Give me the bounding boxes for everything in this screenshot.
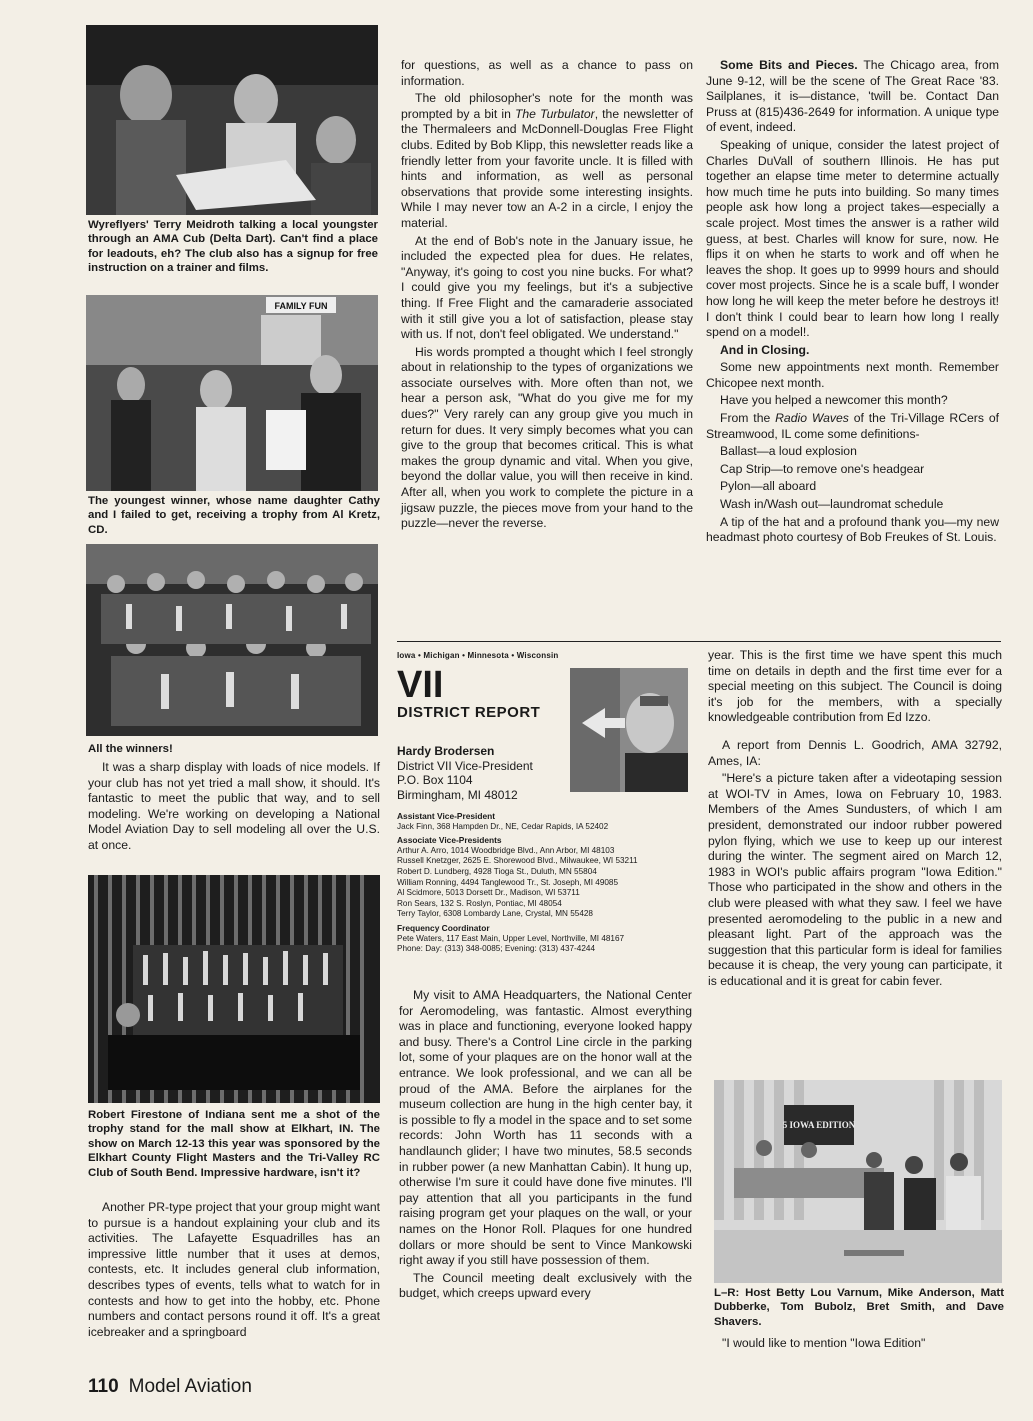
col3-paragraph: From the Radio Waves of the Tri-Village RCers of Streamwood, IL come some definitions- [706,411,999,441]
photo-wyreflyers [86,25,378,215]
vp-address-line: P.O. Box 1104 [397,773,473,787]
col3-closing-text [708,1336,1002,1354]
photo-youngest-winner [86,295,378,491]
directory-entry: Al Scidmore, 5013 Dorsett Dr., Madison, WI 53711 [397,888,580,898]
caption-trophy-stand: Robert Firestone of Indiana sent me a shot of the trophy stand for the mall show at Elkhart, IN. The show on March 12-13 this year was sponsored by the Elkhart County Flight Masters and the Tri-Valley RC Club of South Bend. Impressive hardware, isn't it? [88,1109,380,1179]
family-fun-sign: FAMILY FUN [274,301,328,311]
col3-definition: Ballast—a loud explosion [720,444,857,459]
caption-youngest-winner: The youngest winner, whose name daughter Cathy and I failed to get, receiving a trophy from Al Kretz, CD. [88,495,380,536]
col1-text-b [88,1200,380,1342]
directory-heading: Associate Vice-Presidents [397,835,502,846]
iowa-edition-sign: 5 IOWA EDITION [782,1120,856,1130]
directory-entry: Phone: Day: (313) 348-0085; Evening: (313) 437-4244 [397,944,595,954]
col2-paragraph: My visit to AMA Headquarters, the National Center for Aeromodeling, was fantastic. Almost everything was in place and functioning, everyone looked happy and busy. There's a Control Line circle in the parking lot, some of your plaques are on the honor wall at the entrance. We look professional, and we can all be proud of the AMA. Before the airplanes for the museum collection are hung in the high center bay, it is possible to fly a model in the space and to set some records: John Worth has 11 seconds with a handlaunch glider; I have two minutes, 58.5 seconds in rubber power (a new Manhattan Cabin). It hung up, otherwise I'm sure it could have done five minutes. I'll pay attention that all you participants in the fund raising program get your plaques on the wall, or your names on the Honor Roll. Plaques for one hundred dollars or more should be sent to Vince Mankowski right away if you still have possession of them. [399,988,692,1268]
caption-all-winners: All the winners! [88,743,173,755]
headshot-photo [570,668,688,792]
col1-paragraph: It was a sharp display with loads of nice models. If your club has not yet tried a mall show, it should. It's fantastic to meet the public that way, and to sell modeling. We're working on developing a National Model Aviation Day to sell modeling all over the U.S. at once. [88,760,380,852]
col1-paragraph: Another PR-type project that your group might want to pursue is a handout explaining your club and its activities. The Lafayette Esquadrilles has an impressive little number that it uses at demos, contests, etc. It includes general club information, describes types of events, tells what to watch for in contests and how to get into the hobby, etc. Phone numbers and contact persons round it off. It's a great icebreaker and a springboard [88,1200,380,1339]
col2-paragraph: At the end of Bob's note in the January issue, he included the expected plea for dues. He relates, "Anyway, it's going to cost you nine bucks. For what? I could give you my feelings, but it's a subjective thing. If Free Flight and the camaraderie associated with it still give you a lot of satisfaction, please stay with us. If not, don't feel obligated. We understand." [401,233,693,342]
directory-entry: Ron Sears, 132 S. Roslyn, Pontiac, MI 48054 [397,898,562,908]
page-number: 110 [88,1376,119,1397]
photo-trophy-stand [88,875,380,1103]
col3-definition: Pylon—all aboard [720,479,817,494]
magazine-name: Model Aviation [128,1376,252,1397]
directory-heading: Frequency Coordinator [397,922,490,933]
col3-paragraph: year. This is the first time we have spent this much time on details in depth and the first time ever for a special meeting on this subject. The Council is doing it's job for the members, with a specially knowledgeable contribution from Ed Izzo. [708,648,1002,725]
col3-paragraph: Speaking of unique, consider the latest project of Charles DuVall of southern Illinois. He has put together an elapse time meter to determine actually how much time he puts into building. So many times people ask how long a project takes—especially a scale project. Most times the answer is a rather wild guess, at best. Charles will know for sure, now. He flips it on when he starts to work and off when he leaves the shop. It goes up to 9999 hours and should cover most projects. Since he is a scale buff, I wonder how long he will keep the meter before he destroys it! I don't think I could bear to learn how long I really spend on a model!. [706,137,999,340]
col2-paragraph: The old philosopher's note for the month was prompted by a bit in The Turbulator, the newsletter of the Thermaleers and McDonnell-Douglas Free Flight clubs. Edited by Bob Klipp, this newsletter reads like a friendly letter from your favorite uncle. It is filled with hints and information, as well as personal observations that provide some interesting insights. While I may never tow an A-2 in a circle, I enjoy the material. [401,91,693,230]
caption-iowa-edition: L–R: Host Betty Lou Varnum, Mike Anderson, Matt Dubberke, Tom Bubolz, Bret Smith, and Dave Shavers. [714,1287,1004,1328]
col1-text-a [88,760,380,856]
district-states: Iowa • Michigan • Minnesota • Wisconsin [397,651,559,660]
vp-address-line: Birmingham, MI 48012 [397,787,518,802]
district-title: DISTRICT REPORT [397,704,541,721]
col3-subhead: And in Closing. [720,342,810,357]
directory-heading: Assistant Vice-President [397,811,496,821]
directory-entry: William Ronning, 4494 Tanglewood Tr., St. Joseph, MI 49085 [397,877,619,887]
col3-paragraph: Some Bits and Pieces. The Chicago area, from June 9-12, will be the scene of The Great Race '83. Sailplanes, it is—distance, 'twill be. Contact Dan Pruss at (815)436-2649 for information. A unique type of event, indeed. [706,58,999,135]
col3-paragraph: Some new appointments next month. Remember Chicopee next month. [706,360,999,390]
officer-directory [397,808,702,955]
col2-bottom-text [399,988,692,1304]
caption-wyreflyers: Wyreflyers' Terry Meidroth talking a local youngster through an AMA Cub (Delta Dart). Can't find a place for leadouts, eh? The club also has a signup for free instruction on a trainer and films. [88,219,378,275]
col3-bottom-text [708,648,1002,991]
page-footer [88,1376,252,1398]
vp-title: District VII Vice-President [397,758,533,773]
col3-definition: Cap Strip—to remove one's headgear [720,461,925,476]
photo-all-winners [86,544,378,736]
directory-entry: Pete Waters, 117 East Main, Upper Level, Northville, MI 48167 [397,933,625,943]
district-number: VII [397,664,444,706]
col2-paragraph: for questions, as well as a chance to pass on information. [401,58,693,88]
vp-contact [397,744,533,802]
directory-entry: Robert D. Lundberg, 4928 Tioga St., Duluth, MN 55804 [397,866,597,876]
col3-definition: Wash in/Wash out—laundromat schedule [720,497,944,512]
directory-entry: Arthur A. Arro, 1014 Woodbridge Blvd., Ann Arbor, MI 48103 [397,845,615,855]
directory-entry: Jack Finn, 368 Hampden Dr., NE, Cedar Rapids, IA 52402 [397,821,609,831]
col2-top-text [401,58,693,534]
section-divider [397,641,1001,642]
directory-entry: Terry Taylor, 6308 Lombardy Lane, Crystal, MN 55428 [397,909,593,919]
col3-paragraph: "Here's a picture taken after a videotaping session at WOI-TV in Ames, Iowa on February 10, 1983. Members of the Ames Sundusters, of which I am president, demonstrated our indoor rubber powered pylon flying, which we use to keep up our interest during the winter. The segment aired on March 12, 1983 in WOI's public affairs program "Iowa Edition." Those who participated in the show and others in the club were pleased with what they saw. I feel we have presented aeromodeling to the public in a new and pleasant light. Part of the approach was the suggestion that this particular form is ideal for families because it is cheap, the very young can participate, it is educational and it is great for cabin fever. [708,771,1002,988]
col3-paragraph: A tip of the hat and a profound thank you—my new headmast photo courtesy of Bob Freukes of St. Louis. [706,514,999,545]
col3-paragraph: "I would like to mention "Iowa Edition" [722,1336,926,1350]
photo-iowa-edition [714,1080,1002,1283]
vp-name: Hardy Brodersen [397,744,495,758]
col3-top-text [706,58,999,548]
col3-paragraph: Have you helped a newcomer this month? [720,393,948,408]
col2-paragraph: His words prompted a thought which I feel strongly about in relationship to the types of organizations we associate ourselves with. More often than not, we hear a person ask, "What do you give me for my dues?" Very rarely can any group give you much in return for dues. It very simply becomes what you can give to the group that becomes critical. This is what makes the group dynamic and vital. When you give, beyond the dollar value, you will then receive in kind. After all, when you work to complete the picture in a jigsaw puzzle, the pieces move from your hand to the puzzle—never the reverse. [401,344,693,531]
directory-entry: Russell Knetzger, 2625 E. Shorewood Blvd., Milwaukee, WI 53211 [397,856,638,866]
col3-paragraph: A report from Dennis L. Goodrich, AMA 32792, Ames, IA: [708,737,1002,768]
col2-paragraph: The Council meeting dealt exclusively with the budget, which creeps upward every [399,1270,692,1301]
